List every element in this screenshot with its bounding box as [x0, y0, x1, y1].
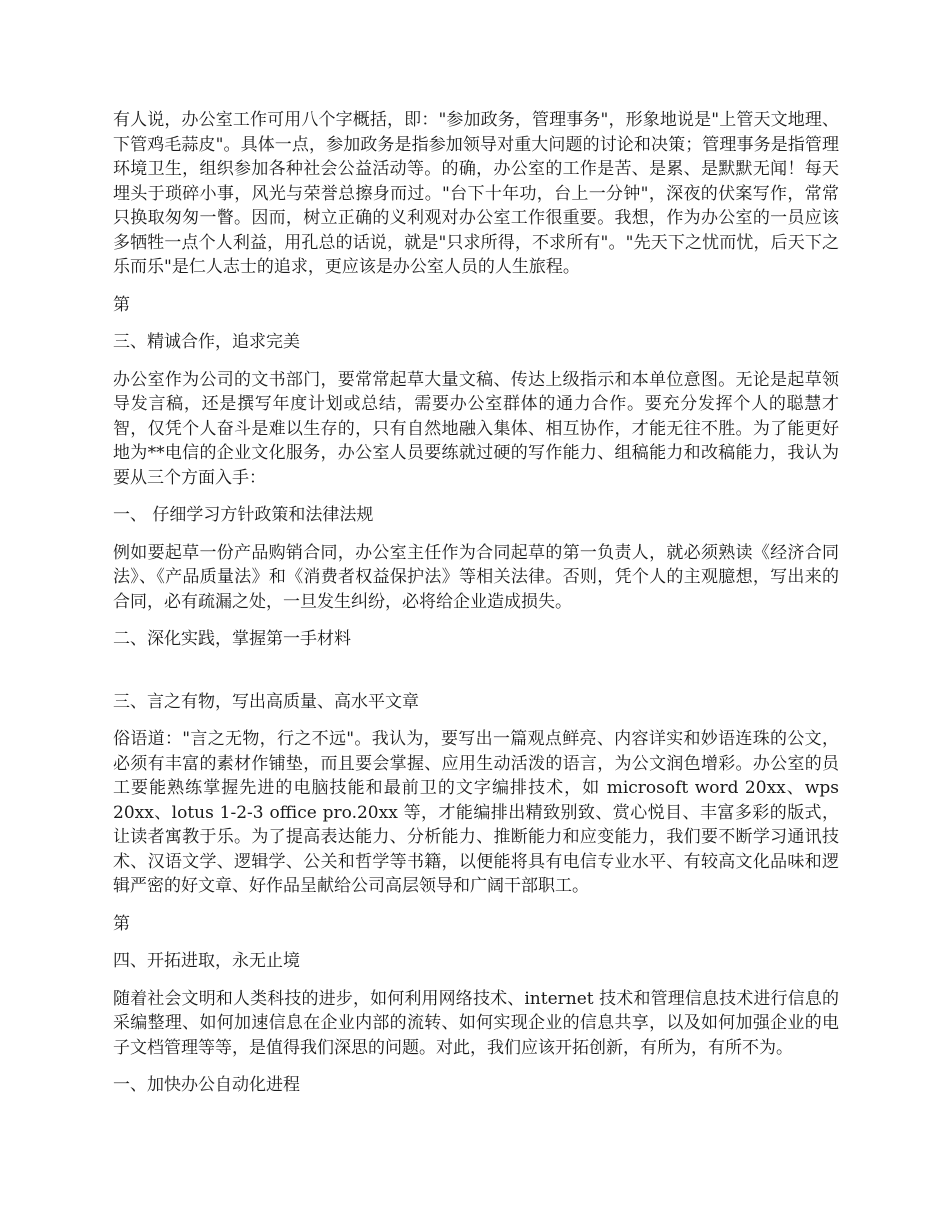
body-paragraph: 俗语道："言之无物，行之不远"。我认为，要写出一篇观点鲜亮、内容详实和妙语连珠的公文，必须有丰富的素材作铺垫，而且要会掌握、应用生动活泼的语言，为公文润色增彩。办公室的员工要能熟练掌握先进的电脑技能和最前卫的文字编排技术，如 microsoft word 20xx、wps 20xx、lotus 1-2-3 office pro.20xx 等，才能编排出精致别致、赏心悦目、丰富多彩的版式，让读者寓教于乐。为了提高表达能力、分析能力、推断能力和应变能力，我们要不断学习通讯技术、汉语文学、逻辑学、公关和哲学等书籍，以便能将具有电信专业水平、有较高文化品味和逻辑严密的好文章、好作品呈献给公司高层领导和广阔干部职工。 [113, 729, 839, 896]
body-paragraph: 有人说，办公室工作可用八个字概括，即："参加政务，管理事务"，形象地说是"上管天文地理、下管鸡毛蒜皮"。具体一点，参加政务是指参加领导对重大问题的讨论和决策；管理事务是指管理环境卫生，组织参加各种社会公益活动等。的确，办公室的工作是苦、是累、是默默无闻！每天埋头于琐碎小事，风光与荣誉总擦身而过。"台下十年功，台上一分钟"，深夜的伏案写作，常常只换取匆匆一瞥。因而，树立正确的义利观对办公室工作很重要。我想，作为办公室的一员应该多牺牲一点个人利益，用孔总的话说，就是"只求所得，不求所有"。"先天下之忧而忧，后天下之乐而乐"是仁人志士的追求，更应该是办公室人员的人生旅程。 [113, 110, 839, 277]
sub-heading: 三、言之有物，写出高质量、高水平文章 [113, 691, 419, 712]
body-paragraph: 随着社会文明和人类科技的进步，如何利用网络技术、internet 技术和管理信息技术进行信息的采编整理、如何加速信息在企业内部的流转、如何实现企业的信息共享，以及如何加强企业的电子文档管理等等，是值得我们深思的问题。对此，我们应该开拓创新，有所为，有所不为。 [113, 988, 839, 1058]
sub-heading: 一、加快办公自动化进程 [113, 1075, 300, 1095]
body-paragraph: 办公室作为公司的文书部门，要常常起草大量文稿、传达上级指示和本单位意图。无论是起草领导发言稿，还是撰写年度计划或总结，需要办公室群体的通力合作。要充分发挥个人的聪慧才智，仅凭个人奋斗是难以生存的，只有自然地融入集体、相互协作，才能无往不胜。为了能更好地为**电信的企业文化服务，办公室人员要练就过硬的写作能力、组稿能力和改稿能力，我认为要从三个方面入手： [113, 369, 839, 488]
page-marker: 第 [113, 913, 130, 934]
page-marker: 第 [113, 294, 130, 315]
sub-heading: 一、 仔细学习方针政策和法律法规 [113, 505, 374, 525]
section-heading: 四、开拓进取，永无止境 [113, 951, 300, 971]
body-paragraph: 例如要起草一份产品购销合同，办公室主任作为合同起草的第一负责人，就必须熟读《经济合同法》、《产品质量法》和《消费者权益保护法》等相关法律。否则，凭个人的主观臆想，写出来的合同，必有疏漏之处，一旦发生纠纷，必将给企业造成损失。 [113, 542, 839, 612]
document-body [113, 108, 839, 1111]
section-heading: 三、精诚合作，追求完美 [113, 332, 300, 352]
sub-heading: 二、深化实践，掌握第一手材料 [113, 629, 351, 649]
